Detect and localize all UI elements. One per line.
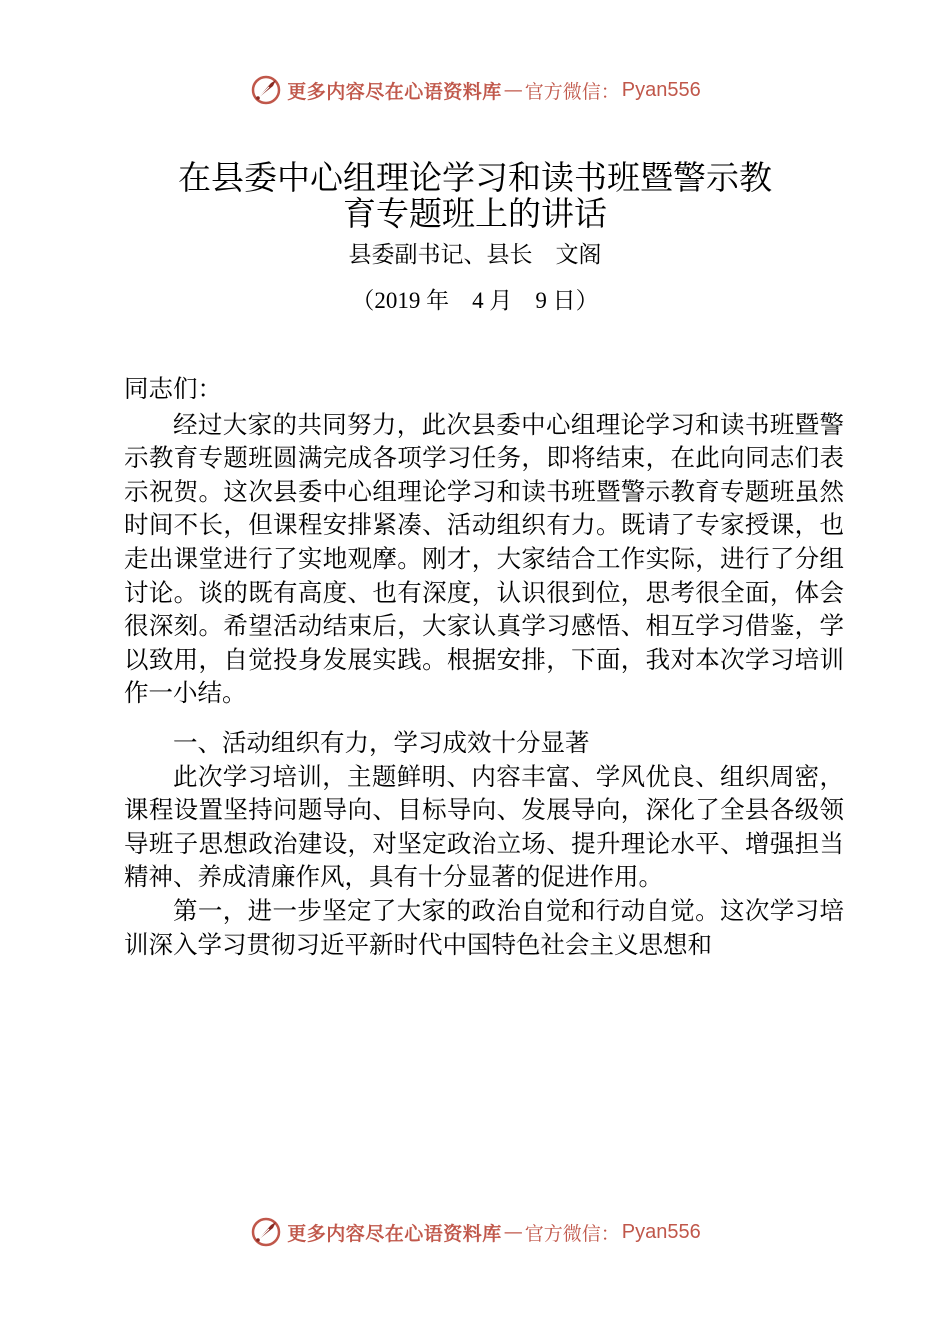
title-line-2: 育专题班上的讲话 [343, 194, 607, 233]
title-line-1: 在县委中心组理论学习和读书班暨警示教 [178, 158, 772, 197]
speaker-line: 县委副书记、县长 文阁 [348, 242, 602, 268]
date-line: （2019 年 4 月 9 日） [351, 288, 599, 313]
watermark-dash: — [503, 79, 523, 101]
quill-logo-icon [249, 1215, 283, 1249]
greeting: 同志们： [124, 374, 222, 403]
section-heading-1: 一、活动组织有力，学习成效十分显著 [173, 727, 590, 757]
paragraph-2: 此次学习培训，主题鲜明、内容丰富、学风优良、组织周密，课程设置坚持问题导向、目标导向、发展导向，深化了全县各级领导班子思想政治建设，对坚定政治立场、提升理论水平、增强担当精神、养成清廉作风，具有十分显著的促进作用。 [124, 761, 844, 892]
paragraph-3 [124, 894, 844, 961]
watermark-wechat-id: Pyan556 [621, 78, 701, 101]
watermark-header [0, 70, 950, 110]
watermark-footer [0, 1212, 950, 1252]
watermark-text: 更多内容尽在心语资料库 [287, 1222, 502, 1245]
document-body [124, 372, 844, 961]
watermark-dash: — [503, 1221, 523, 1243]
watermark-text: 更多内容尽在心语资料库 [287, 80, 502, 103]
document-title [100, 160, 850, 232]
quill-logo-icon [249, 73, 283, 107]
watermark-wechat-id: Pyan556 [621, 1220, 701, 1243]
paragraph-3-lead: 第一，进一步坚定了大家的政治自觉和行动自觉。 [173, 895, 721, 925]
paragraph-1: 经过大家的共同努力，此次县委中心组理论学习和读书班暨警示教育专题班圆满完成各项学习任务，即将结束，在此向同志们表示祝贺。这次县委中心组理论学习和读书班暨警示教育专题班虽然时间不长，但课程安排紧凑、活动组织有力。既请了专家授课，也走出课堂进行了实地观摩。刚才，大家结合工作实际，进行了分组讨论。谈的既有高度、也有深度，认识很到位，思考很全面，体会很深刻。希望活动结束后，大家认真学习感悟、相互学习借鉴，学以致用，自觉投身发展实践。根据安排，下面，我对本次学习培训作一小结。 [124, 409, 844, 708]
watermark-wechat-label: 官方微信： [524, 80, 620, 103]
paragraph-3-rest: 这次学习培训深入学习贯彻习近平新时代中国特色社会主义思想和 [124, 895, 845, 959]
watermark-wechat-label: 官方微信： [524, 1222, 620, 1245]
